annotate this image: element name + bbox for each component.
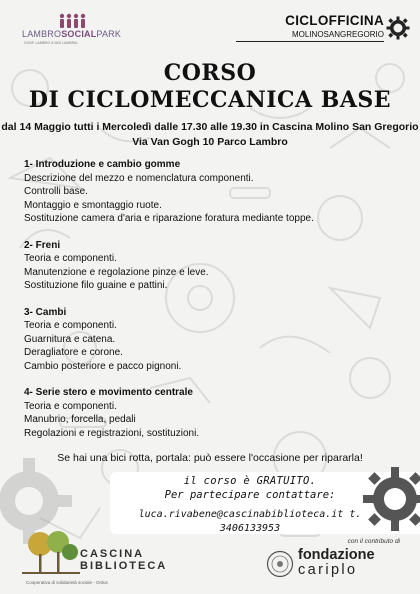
section-item: Teoria e componenti. — [24, 400, 117, 412]
program-section — [24, 239, 404, 293]
contact-intro: Per partecipare contattare: — [164, 488, 336, 501]
course-title-line2: DI CICLOMECCANICA BASE — [28, 87, 392, 113]
section-title: 1- Introduzione e cambio gomme — [24, 159, 181, 170]
section-item: Controlli base. — [24, 186, 88, 197]
section-item: Manutenzione e regolazione pinze e leve. — [24, 266, 209, 278]
cariplo-label: cariplo — [298, 562, 358, 578]
section-item: Descrizione del mezzo e nomenclatura componenti. — [24, 172, 254, 184]
section-title: 2- Freni — [24, 239, 61, 251]
header — [0, 0, 420, 50]
section-item: Manubrio, forcella, pedali — [24, 414, 136, 425]
section-item: Cambio posteriore e pacco pignoni. — [24, 360, 182, 372]
section-item: Montaggio e smontaggio ruote. — [24, 199, 162, 211]
course-title-line1: CORSO — [163, 60, 257, 86]
lambro-social-park-logo — [18, 12, 128, 48]
fondazione-label: fondazione — [298, 547, 375, 563]
ciclofficina-title: CICLOFFICINA — [285, 13, 384, 28]
lambro-social-park-subtitle: CONF. LAMBRO & MOI LAMBRAI — [24, 41, 78, 45]
people-icon — [58, 13, 88, 29]
section-item: Teoria e componenti. — [24, 253, 117, 264]
contact-text — [110, 475, 390, 535]
section-item: Sostituzione filo guaine e pattini. — [24, 280, 168, 291]
ciclofficina-logo — [252, 10, 412, 50]
fondazione-cariplo-logo — [266, 548, 406, 582]
contribution-note: con il contributo di — [347, 538, 400, 545]
program-section — [24, 386, 404, 440]
section-item: Guarnitura e catena. — [24, 333, 116, 345]
divider — [236, 41, 384, 42]
free-course-note: il corso è GRATUITO. — [183, 475, 317, 487]
contact-details[interactable]: luca.rivabene@cascinabiblioteca.it t. 3406133953 — [138, 509, 362, 534]
program-section — [24, 306, 404, 374]
program-section — [24, 158, 404, 226]
section-item: Regolazioni e registrazioni, sostituzioni. — [24, 427, 200, 439]
section-item: Sostituzione camera d'aria e riparazione foratura mediante toppe. — [24, 213, 314, 224]
gear-icon — [360, 464, 420, 534]
trees-icon — [22, 528, 82, 578]
course-program — [24, 158, 404, 453]
section-item: Teoria e componenti. — [24, 320, 117, 331]
ciclofficina-subtitle: MOLINOSANGREGORIO — [291, 30, 384, 39]
cascina-biblioteca-logo — [22, 528, 168, 588]
lambro-social-park-name: LAMBROSOCIALPARK — [22, 29, 122, 39]
schedule-line2: Via Van Gogh 10 Parco Lambro — [132, 136, 288, 148]
call-to-action: Se hai una bici rotta, portala: può essere l'occasione per ripararla! — [57, 452, 363, 464]
section-item: Deragliatore e corone. — [24, 347, 123, 358]
cascina-biblioteca-name: CASCINA BIBLIOTECA — [80, 548, 168, 572]
gear-icon — [386, 16, 410, 40]
section-title: 4- Serie stero e movimento centrale — [24, 387, 193, 398]
seal-icon — [266, 550, 294, 578]
schedule-line1: dal 14 Maggio tutti i Mercoledì dalle 17.30 alle 19.30 in Cascina Molino San Gregorio — [1, 121, 419, 133]
cascina-biblioteca-subtitle: Cooperativa di solidarietà sociale - Onlus — [26, 580, 108, 585]
section-title: 3- Cambi — [24, 306, 67, 318]
